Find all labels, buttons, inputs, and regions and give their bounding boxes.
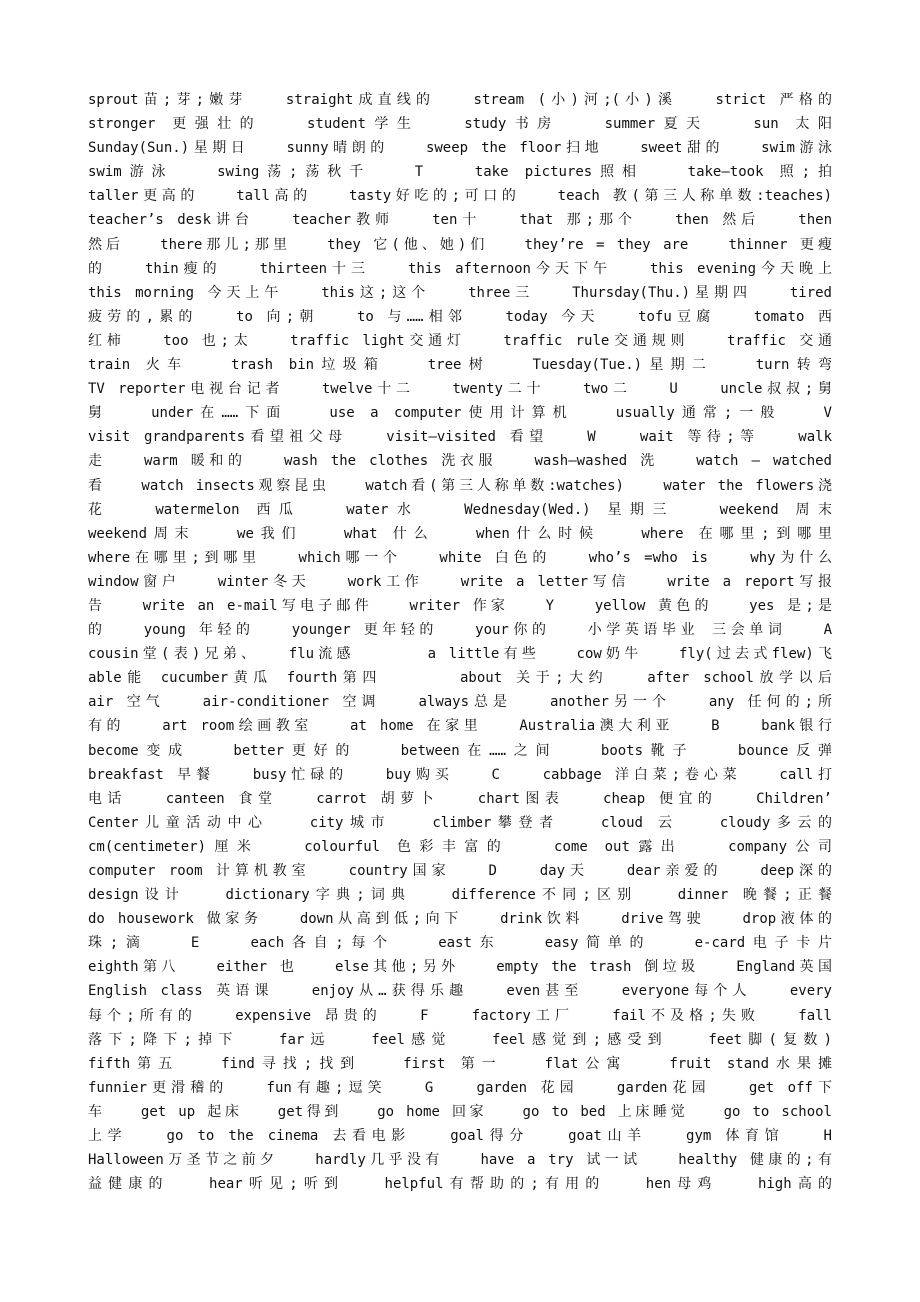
text-line: taller更高的 tall高的 tasty好吃的;可口的 teach 教(第三人称单数:teaches) bbox=[88, 188, 832, 205]
text-line: 每个;所有的 expensive 昂贵的 F factory工厂 fail不及格;失败 fall bbox=[88, 1007, 832, 1024]
text-line: where在哪里;到哪里 which哪一个 white 白色的 who’s =who is why为什么 bbox=[88, 549, 832, 566]
text-line: Center儿童活动中心 city城市 climber攀登者 cloud 云 cloudy多云的 bbox=[88, 814, 832, 831]
text-line: 落下;降下;掉下 far远 feel感觉 feel感觉到;感受到 feet脚(复数) bbox=[88, 1031, 832, 1048]
text-line: design设计 dictionary字典;词典 difference不同;区别 dinner 晚餐;正餐 bbox=[88, 887, 832, 904]
text-line: weekend周末 we我们 what 什么 when什么时候 where 在哪里;到哪里 bbox=[88, 525, 832, 542]
text-line: breakfast 早餐 busy忙碌的 buy购买 C cabbage 洋白菜;卷心菜 call打 bbox=[88, 766, 832, 783]
text-line: cousin堂(表)兄弟、 flu流感 a little有些 cow奶牛 fly(过去式flew)飞 bbox=[88, 646, 832, 663]
text-line: 花 watermelon 西瓜 water水 Wednesday(Wed.) 星期三 weekend 周末 bbox=[88, 501, 832, 518]
text-line: 疲劳的,累的 to 向;朝 to 与……相邻 today 今天 tofu豆腐 tomato 西 bbox=[88, 308, 832, 325]
text-line: teacher’s desk讲台 teacher教师 ten十 that 那;那个 then 然后 then bbox=[88, 212, 832, 229]
text-line: 珠;滴 E each各自;每个 east东 easy简单的 e-card电子卡片 bbox=[88, 935, 832, 952]
text-line: stronger 更强壮的 student学生 study书房 summer夏天 sun 太阳 bbox=[88, 116, 832, 133]
text-line: swim游泳 swing荡;荡秋千 T take pictures照相 take—took 照;拍 bbox=[88, 164, 832, 181]
text-line: Sunday(Sun.)星期日 sunny晴朗的 sweep the floor扫地 sweet甜的 swim游泳 bbox=[88, 140, 832, 157]
text-line: cm(centimeter)厘米 colourful 色彩丰富的 come out露出 company公司 bbox=[88, 838, 832, 855]
text-line: 有的 art room绘画教室 at home 在家里 Australia澳大利亚 B bank银行 bbox=[88, 718, 832, 735]
text-line: 走 warm 暖和的 wash the clothes 洗衣服 wash—washed 洗 watch — watched bbox=[88, 453, 832, 470]
text-line: 红柿 too 也;太 traffic light交通灯 traffic rule交通规则 traffic 交通 bbox=[88, 332, 832, 349]
text-line: window窗户 winter冬天 work工作 write a letter写信 write a report写报 bbox=[88, 573, 832, 590]
text-line: 舅 under在……下面 use a computer使用计算机 usually通常;一般 V bbox=[88, 405, 832, 422]
text-line: funnier更滑稽的 fun有趣;逗笑 G garden 花园 garden花园 get off下 bbox=[88, 1079, 832, 1096]
text-line: 告 write an e-mail写电子邮件 writer 作家 Y yellow 黄色的 yes 是;是 bbox=[88, 597, 832, 614]
vocabulary-page bbox=[88, 88, 832, 1196]
text-line: able能 cucumber黄瓜 fourth第四 about 关于;大约 after school放学以后 bbox=[88, 670, 832, 687]
text-line: sprout苗;芽;嫩芽 straight成直线的 stream (小)河;(小)溪 strict 严格的 bbox=[88, 92, 832, 108]
text-line: air 空气 air-conditioner 空调 always总是 another另一个 any 任何的;所 bbox=[88, 694, 832, 711]
text-line: 看 watch insects观察昆虫 watch看(第三人称单数:watches) water the flowers浇 bbox=[88, 477, 832, 494]
text-line: become变成 better更好的 between在……之间 boots靴子 bounce反弹 bbox=[88, 742, 832, 759]
text-line: 益健康的 hear听见;听到 helpful有帮助的;有用的 hen母鸡 high高的 bbox=[88, 1176, 832, 1193]
text-line: 然后 there那儿;那里 they 它(他、她)们 they’re = they are thinner 更瘦 bbox=[88, 236, 832, 253]
text-line: Halloween万圣节之前夕 hardly几乎没有 have a try 试一试 healthy 健康的;有 bbox=[88, 1152, 832, 1169]
text-line: 电话 canteen 食堂 carrot 胡萝卜 chart图表 cheap 便宜的 Children’ bbox=[88, 790, 832, 807]
text-line: TV reporter电视台记者 twelve十二 twenty二十 two二 U uncle叔叔;舅 bbox=[88, 381, 832, 398]
text-line: visit grandparents看望祖父母 visit—visited 看望 W wait 等待;等 walk bbox=[88, 429, 832, 446]
text-line: 的 thin瘦的 thirteen十三 this afternoon今天下午 this evening今天晚上 bbox=[88, 260, 832, 277]
text-line: this morning 今天上午 this这;这个 three三 Thursday(Thu.)星期四 tired bbox=[88, 284, 832, 301]
text-line: computer room 计算机教室 country国家 D day天 dear亲爱的 deep深的 bbox=[88, 863, 832, 879]
text-line: do housework 做家务 down从高到低;向下 drink饮料 drive驾驶 drop液体的 bbox=[88, 911, 832, 928]
text-line: English class 英语课 enjoy从…获得乐趣 even甚至 everyone每个人 every bbox=[88, 983, 832, 1000]
text-line: 的 young 年轻的 younger 更年轻的 your你的 小学英语毕业 三会单词 A bbox=[88, 622, 832, 639]
text-line: train 火车 trash bin垃圾箱 tree树 Tuesday(Tue.)星期二 turn转弯 bbox=[88, 357, 832, 374]
text-line: 车 get up 起床 get得到 go home 回家 go to bed 上床睡觉 go to school bbox=[88, 1103, 832, 1120]
text-line: fifth第五 find寻找;找到 first 第一 flat公寓 fruit stand水果摊 bbox=[88, 1055, 832, 1072]
text-line: eighth第八 either 也 else其他;另外 empty the trash 倒垃圾 England英国 bbox=[88, 959, 832, 976]
text-line: 上学 go to the cinema 去看电影 goal得分 goat山羊 gym 体育馆 H bbox=[88, 1128, 832, 1145]
